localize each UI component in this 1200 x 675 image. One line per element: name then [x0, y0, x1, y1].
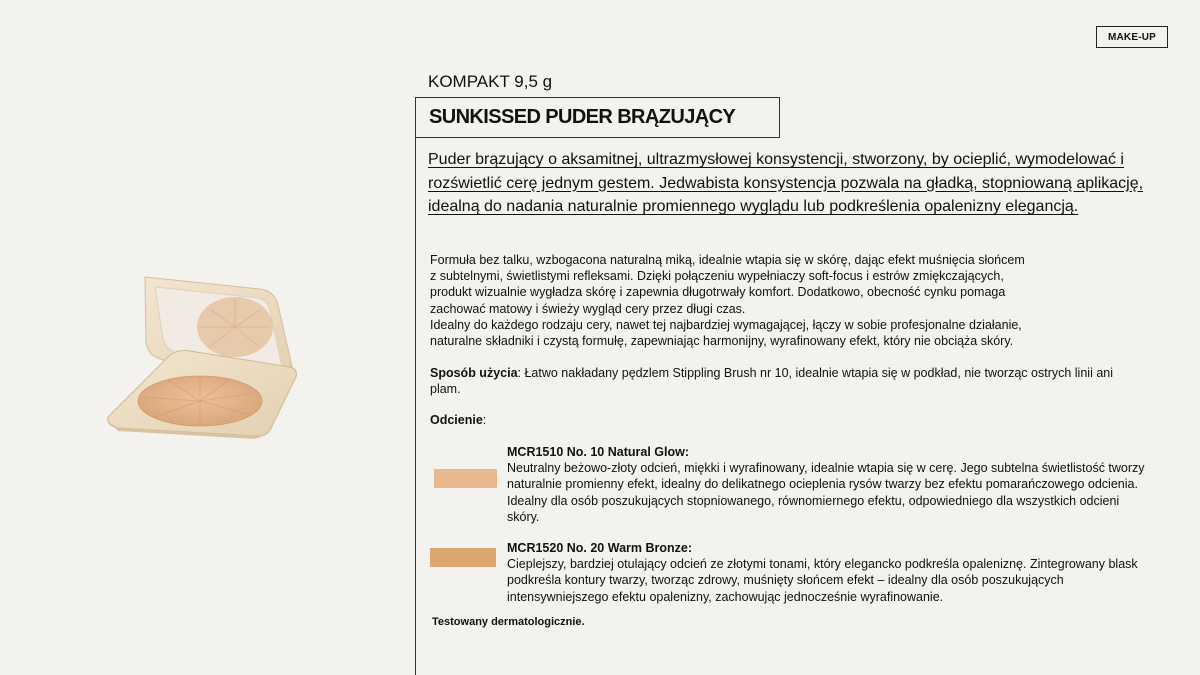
- shade-item-natural-glow: [507, 444, 1147, 525]
- shade-swatch-natural-glow: [434, 469, 497, 488]
- shade-description: Neutralny beżowo-złoty odcień, miękki i wyrafinowany, idealnie wtapia się w cerę. Jego subtelna świetlistość tworzy naturalnie promienny efekt, idealny do delikatnego ocieplenia rysów twarzy bez efektu pomarańczowego odcienia. Idealny dla osób poszukujących stopniowanego, równomiernego efektu, odpowiedniego dla wszystkich odcieni skóry.: [507, 461, 1145, 524]
- product-title-box: [415, 97, 780, 138]
- usage-section: [430, 365, 1130, 397]
- product-size: KOMPAKT 9,5 g: [428, 72, 553, 91]
- divider-line: [415, 138, 416, 675]
- usage-text: : Łatwo nakładany pędzlem Stippling Brush nr 10, idealnie wtapia się w podkład, nie tworząc ostrych linii ani plam.: [430, 366, 1113, 397]
- shade-swatch-warm-bronze: [430, 548, 496, 567]
- product-description: Formuła bez talku, wzbogacona naturalną miką, idealnie wtapia się w skórę, dając efekt muśnięcia słońcem z subtelnymi, świetlistymi refleksami. Dzięki połączeniu wypełniaczy soft-focus i estrów zmiękczających, produkt wizualnie wygładza skórę i zapewnia długotrwały komfort. Dodatkowo, obecność cynku pomaga zachować matowy i świeży wygląd cery przez długi czas. Idealny do każdego rodzaju cery, nawet tej najbardziej wymagającej, łączy w sobie profesjonalne działanie, naturalne składniki i czystą formułę, zapewniając harmonijny, wyrafinowany efekt, który nie obciąża skóry.: [430, 253, 1025, 349]
- shades-heading: [430, 413, 486, 427]
- shade-name: MCR1520 No. 20 Warm Bronze:: [507, 541, 692, 555]
- category-badge: [1096, 26, 1168, 48]
- product-intro: Puder brązujący o aksamitnej, ultrazmysłowej konsystencji, stworzony, by ocieplić, wymodelować i rozświetlić cerę jednym gestem. Jedwabista konsystencja pozwala na gładką, stopniowaną aplikację, idealną do nadania naturalnie promiennego wyglądu lub podkreślenia opalenizny elegancją.: [428, 151, 1144, 215]
- category-badge-label: MAKE-UP: [1107, 31, 1157, 43]
- shade-name: MCR1510 No. 10 Natural Glow:: [507, 445, 689, 459]
- shades-colon: :: [482, 413, 487, 427]
- compact-powder-product-icon: [100, 265, 305, 440]
- shade-item-warm-bronze: [507, 540, 1147, 605]
- usage-label: Sposób użycia: [430, 366, 518, 380]
- shade-description: Cieplejszy, bardziej otulający odcień ze złotymi tonami, który elegancko podkreśla opaleniznę. Zintegrowany blask podkreśla kontury twarzy, tworząc zdrowy, muśnięty słońcem efekt – idealny dla osób poszukujących intensywniejszego efektu opalenizny, zachowując jednocześnie wyrafinowanie.: [507, 557, 1138, 604]
- dermatologically-tested-note: Testowany dermatologicznie.: [432, 616, 585, 628]
- product-title: SUNKISSED PUDER BRĄZUJĄCY: [429, 106, 736, 128]
- shades-label: Odcienie: [430, 413, 483, 427]
